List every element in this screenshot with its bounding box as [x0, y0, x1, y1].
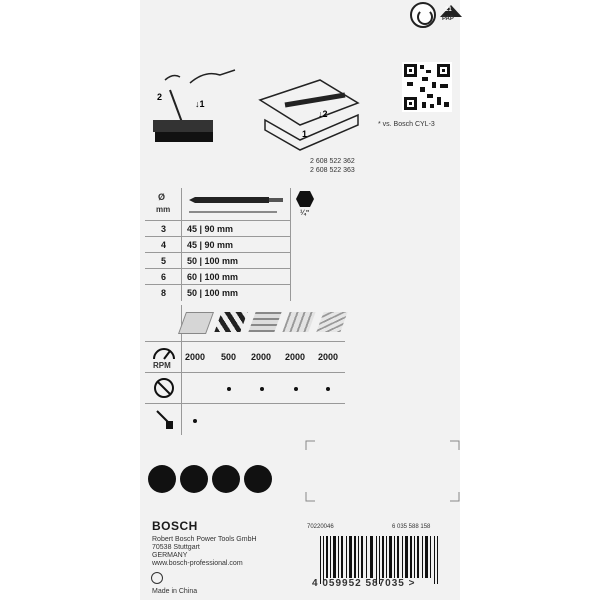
- suitability-dot: [294, 387, 298, 391]
- rpm-value: 2000: [318, 352, 339, 362]
- suitability-dot: [193, 419, 197, 423]
- label-area-frame: [305, 440, 460, 502]
- recycle-number: 21: [445, 7, 452, 13]
- row-diameter: 4: [161, 240, 167, 250]
- ean-number: 4 059952 587035 >: [312, 578, 416, 589]
- suitability-dot: [260, 387, 264, 391]
- shank-size-label: ¼": [300, 210, 310, 217]
- address-line-2: 70538 Stuttgart: [152, 544, 200, 551]
- svg-text:1: 1: [302, 129, 308, 139]
- row-length: 45 | 90 mm: [187, 224, 234, 234]
- no-hammer-icon: [153, 377, 175, 399]
- material-icon-concrete: [282, 312, 315, 332]
- recycle-code-badge: [440, 4, 462, 24]
- recycle-material: PAP: [442, 16, 454, 22]
- document-number: 70220046: [307, 524, 334, 530]
- eye-protection-icon: [148, 465, 176, 493]
- row-diameter: 6: [161, 272, 167, 282]
- article-number-1: 2 608 522 362: [310, 158, 355, 165]
- vs-note: * vs. Bosch CYL-3: [378, 121, 435, 128]
- rpm-icon: [151, 343, 177, 361]
- qr-code: [402, 62, 452, 112]
- suitability-dot: [227, 387, 231, 391]
- row-diameter: 8: [161, 288, 167, 298]
- part-number: 6 035 588 158: [392, 524, 431, 530]
- gloves-icon: [212, 465, 240, 493]
- rpm-value: 2000: [251, 352, 272, 362]
- row-length: 60 | 100 mm: [187, 272, 239, 282]
- address-line-4: www.bosch-professional.com: [152, 560, 243, 567]
- hex-shank-icon: [295, 190, 315, 208]
- material-icon-brick: [248, 312, 281, 332]
- made-in: Made in China: [152, 588, 198, 595]
- recycle-icon: [410, 2, 436, 28]
- open-case-illustration: [250, 65, 365, 155]
- ear-protection-icon: [180, 465, 208, 493]
- rpm-value: 2000: [185, 352, 206, 362]
- rpm-value: 2000: [285, 352, 306, 362]
- material-grid: [145, 305, 355, 435]
- diameter-unit: mm: [156, 205, 171, 214]
- material-icon-mosaic: [214, 312, 247, 332]
- hammer-drill-icon: [153, 407, 175, 431]
- rpm-label: RPM: [153, 361, 171, 370]
- address-line-1: Robert Bosch Power Tools GmbH: [152, 536, 257, 543]
- material-icon-tile: [178, 312, 214, 334]
- size-table: [145, 188, 355, 303]
- insert-bit-illustration: [145, 65, 245, 150]
- dust-mask-icon: [244, 465, 272, 493]
- row-length: 50 | 100 mm: [187, 256, 239, 266]
- suitability-dot: [326, 387, 330, 391]
- drill-bit-icon: [187, 192, 287, 216]
- svg-text:↓1: ↓1: [195, 99, 205, 109]
- material-icon-wood: [316, 312, 347, 332]
- address-line-3: GERMANY: [152, 552, 188, 559]
- diameter-symbol: Ø: [158, 192, 166, 202]
- article-number-2: 2 608 522 363: [310, 167, 355, 174]
- row-length: 45 | 90 mm: [187, 240, 234, 250]
- svg-text:↓2: ↓2: [318, 109, 328, 119]
- row-diameter: 3: [161, 224, 167, 234]
- rpm-value: 500: [221, 352, 237, 362]
- bosch-armature-icon: [151, 572, 163, 584]
- barcode: [312, 536, 445, 589]
- brand-logo: BOSCH: [152, 519, 198, 533]
- svg-text:2: 2: [157, 92, 163, 102]
- row-length: 50 | 100 mm: [187, 288, 239, 298]
- row-diameter: 5: [161, 256, 167, 266]
